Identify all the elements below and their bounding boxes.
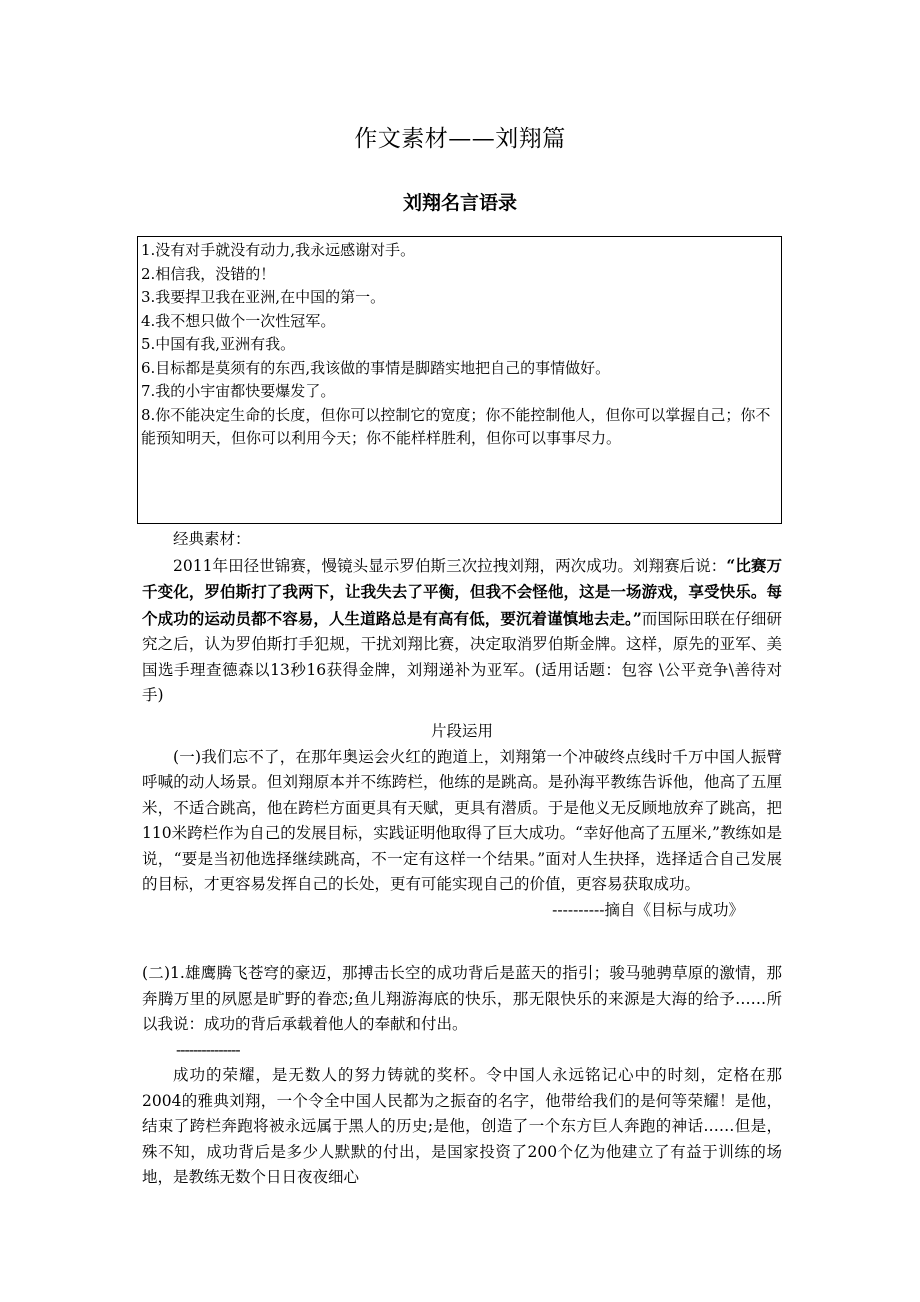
segment-section — [142, 719, 782, 923]
segment-paragraph-1: (一)我们忘不了，在那年奥运会火红的跑道上，刘翔第一个冲破终点线时千万中国人振臂呼喊的动人场景。但刘翔原本并不练跨栏，他练的是跳高。是孙海平教练告诉他，他高了五厘米，不适合跳高，他在跨栏方面更具有天赋，更具有潜质。于是他义无反顾地放弃了跳高，把110米跨栏作为自己的发展目标，实践证明他取得了巨大成功。“幸好他高了五厘米,”教练如是说，“要是当初他选择继续跳高，不一定有这样一个结果。”面对人生抉择，选择适合自己发展的目标，才更容易发挥自己的长处，更有可能实现自己的价值，更容易获取成功。 — [142, 747, 782, 893]
segment-source: ----------摘自《目标与成功》 — [552, 900, 744, 919]
segment-divider: --------------- — [176, 1040, 240, 1059]
classic-text-after: 而国际田联在仔细研究之后，认为罗伯斯打手犯规，干扰刘翔比赛，决定取消罗伯斯金牌。这样，原先的亚军、美国选手理查德森以13秒16获得金牌，刘翔递补为亚军。(适用话题：包容 \公平竞争\善待对手) — [142, 609, 782, 704]
classic-paragraph — [142, 553, 782, 709]
segment-heading: 片段运用 — [430, 722, 493, 740]
quotes-box — [137, 236, 782, 524]
page-title: 作文素材——刘翔篇 — [354, 126, 566, 152]
quote-item: 1.没有对手就没有动力,我永远感谢对手。 — [141, 241, 416, 259]
quote-item: 3.我要捍卫我在亚洲,在中国的第一。 — [141, 288, 386, 306]
quotes-section-title: 刘翔名言语录 — [402, 192, 517, 214]
segment-section-2 — [142, 961, 782, 1191]
classic-bold-quote: “比赛万千变化，罗伯斯打了我两下，让我失去了平衡，但我不会怪他，这是一场游戏，享受快乐。每个成功的运动员都不容易，人生道路总是有高有低，要沉着谨慎地去走。” — [142, 555, 783, 628]
quote-item: 6.目标都是莫须有的东西,我该做的事情是脚踏实地把自己的事情做好。 — [141, 358, 611, 377]
classic-text-before: 2011年田径世锦赛，慢镜头显示罗伯斯三次拉拽刘翔，两次成功。刘翔赛后说： — [173, 556, 727, 575]
classic-material-section — [142, 527, 782, 709]
quote-item: 7.我的小宇宙都快要爆发了。 — [141, 382, 336, 400]
quote-item: 4.我不想只做个一次性冠军。 — [141, 311, 336, 330]
classic-heading: 经典素材： — [173, 530, 251, 548]
quote-item: 5.中国有我,亚洲有我。 — [141, 335, 296, 353]
segment-paragraph-2: (二)1.雄鹰腾飞苍穹的豪迈，那搏击长空的成功背后是蓝天的指引；骏马驰骋草原的激情，那奔腾万里的夙愿是旷野的眷恋;鱼儿翔游海底的快乐，那无限快乐的来源是大海的给予……所以我说：成功的背后承载着他人的奉献和付出。 — [142, 964, 782, 1033]
quote-item: 8.你不能决定生命的长度，但你可以控制它的宽度；你不能控制他人，但你可以掌握自己；你不能预知明天，但你可以利用今天；你不能样样胜利，但你可以事事尽力。 — [141, 405, 771, 447]
segment-paragraph-3: 成功的荣耀，是无数人的努力铸就的奖杯。令中国人永远铭记心中的时刻，定格在那2004的雅典刘翔，一个令全中国人民都为之振奋的名字，他带给我们的是何等荣耀！是他，结束了跨栏奔跑将被永远属于黑人的历史;是他，创造了一个东方巨人奔跑的神话……但是，殊不知，成功背后是多少人默默的付出，是国家投资了200个亿为他建立了有益于训练的场地，是教练无数个日日夜夜细心 — [142, 1066, 782, 1186]
quote-item: 2.相信我，没错的！ — [141, 264, 276, 283]
